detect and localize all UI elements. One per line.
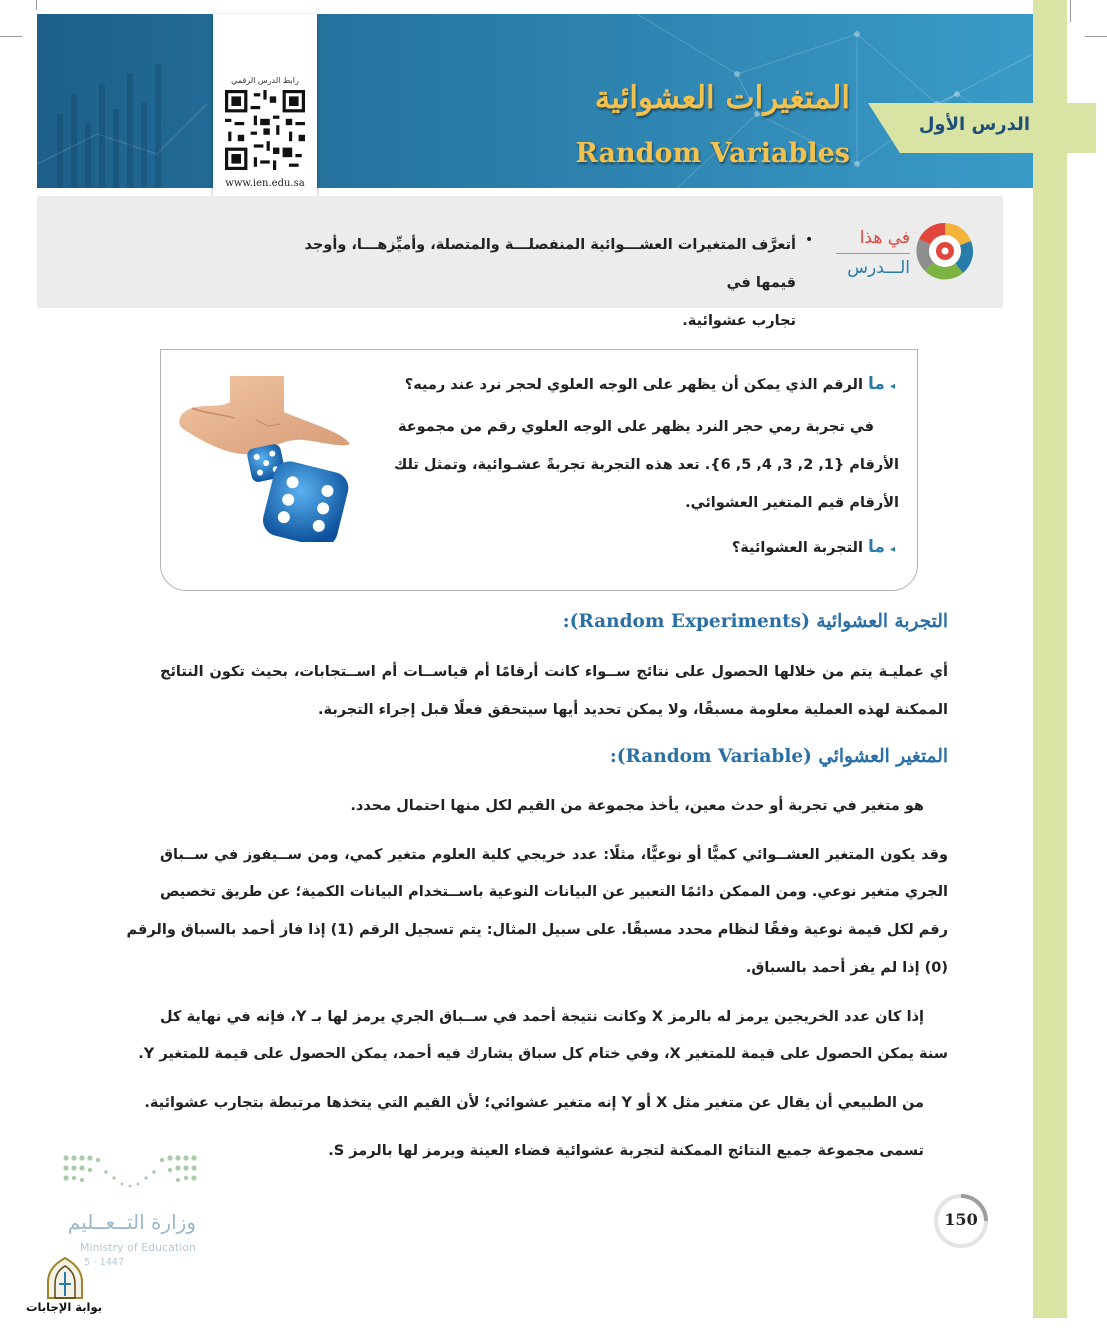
intro-line-3: الأرقام قيم المتغير العشوائي.	[685, 495, 899, 511]
ministry-year: 5 - 1447	[84, 1257, 124, 1268]
objective-title-line1: في هذا	[859, 228, 910, 248]
intro-line-1: في تجربة رمي حجر النرد يظهر على الوجه العلوي رقم من مجموعة	[397, 419, 874, 435]
question-marker-icon: ◂	[889, 544, 895, 555]
qr-label: رابط الدرس الرقمي	[231, 76, 299, 85]
ministry-name-arabic: وزارة التــعــليم	[67, 1210, 196, 1234]
section2-p1-line3: رقم لكل قيمة نوعية وفقًا لنظام محدد مسبقًا. على سبيل المثال: يتم تسجيل الرقم (1) إذا فاز أحمد بالسباق والرقم	[126, 922, 948, 938]
site-logo-icon	[40, 1256, 90, 1300]
lesson-title-english: Random Variables	[575, 138, 850, 169]
objective-target-icon	[916, 222, 974, 280]
intro-question-2	[732, 537, 895, 557]
intro-line-2: الأرقام {1, 2, 3, 4, 5, 6}. تعد هذه التجربة تجربةً عشـوائية، وتمثل تلك	[393, 457, 899, 473]
section2-p4: تسمى مجموعة جميع النتائج الممكنة لتجربة عشوائية فضاء العينة ويرمز لها بالرمز S.	[328, 1143, 924, 1159]
intro-question-1	[405, 374, 895, 394]
question-text: الرقم الذي يمكن أن يظهر على الوجه العلوي لحجر نرد عند رميه؟	[404, 377, 863, 393]
lesson-tab-label: الدرس الأول	[918, 114, 1030, 135]
lesson-title-arabic: المتغيرات العشوائية	[594, 80, 850, 116]
section2-p1-line4: (0) إذا لم يفز أحمد بالسباق.	[745, 960, 948, 976]
section-title-random-variable: المتغير العشوائي (Random Variable):	[609, 746, 948, 767]
section2-definition: هو متغير في تجربة أو حدث معين، يأخذ مجموعة من القيم لكل منها احتمال محدد.	[350, 798, 924, 814]
crop-mark	[1070, 0, 1071, 22]
objective-title-line2: الـــدرس	[847, 258, 910, 278]
hand-rolling-dice-image	[172, 372, 362, 542]
section2-p1-line2: الجري متغير نوعي. ومن الممكن دائمًا التعبير عن البيانات النوعية باســتخدام البيانات الكمية؛ عن طريق تخصيص	[160, 884, 948, 900]
ministry-dots-logo	[60, 1150, 200, 1194]
crop-mark	[36, 0, 37, 10]
question-marker-icon: ◂	[889, 381, 895, 392]
section2-p2-line2: سنة يمكن الحصول على قيمة للمتغير X، وفي ختام كل سباق يشارك فيه أحمد، يمكن الحصول على قيمة للمتغير Y.	[138, 1046, 948, 1062]
objective-text	[270, 226, 796, 340]
section2-p2-line1: إذا كان عدد الخريجين يرمز له بالرمز X وكانت نتيجة أحمد في ســباق الجري يرمز لها بـ Y، فإنه في نهاية كل	[160, 1009, 925, 1025]
side-accent-strip	[1033, 0, 1067, 1318]
crop-mark	[0, 36, 22, 37]
question-word: ما	[867, 537, 885, 557]
section1-line2: الممكنة لهذه العملية معلومة مسبقًا، ولا يمكن تحديد أيها سيتحقق فعلًا قبل إجراء التجربة.	[318, 702, 948, 718]
section-title-random-experiments: التجربة العشوائية (Random Experiments):	[562, 611, 948, 632]
objective-bullet: •	[805, 232, 814, 248]
question-text: التجربة العشوائية؟	[731, 540, 863, 556]
objective-text-line1: أتعرَّف المتغيرات العشـــوائية المنفصلـــة والمتصلة، وأميِّزهـــا، وأوجد قيمها في	[304, 237, 796, 291]
page-number: 150	[944, 1210, 978, 1229]
qr-url[interactable]: www.ien.edu.sa	[225, 178, 305, 189]
section1-line1: أي عمليـة يتم من خلالها الحصول على نتائج ســواء كانت أرقامًا أم قياســات أم اســتجابات، بحيث تكون النتائج	[160, 664, 948, 680]
digital-lesson-qr-card[interactable]	[213, 14, 317, 196]
site-name: بوابة الإجابات	[25, 1300, 103, 1314]
section2-p3: من الطبيعي أن يقال عن متغير مثل X أو Y إنه متغير عشوائي؛ لأن القيم التي يتخذها مرتبطة بتجارب عشوائية.	[144, 1095, 924, 1111]
objective-divider	[836, 253, 910, 254]
ministry-name-english: Ministry of Education	[79, 1241, 196, 1254]
section2-p1-line1: وقد يكون المتغير العشــوائي كميًّا أو نوعيًّا، مثلًا: عدد خريجي كلية العلوم متغير كمي، ومن ســيفوز في ســباق	[160, 847, 948, 863]
crop-mark	[1085, 36, 1107, 37]
objective-text-line2: تجارب عشوائية.	[682, 313, 796, 329]
qr-code[interactable]	[225, 90, 305, 170]
question-word: ما	[867, 374, 885, 394]
